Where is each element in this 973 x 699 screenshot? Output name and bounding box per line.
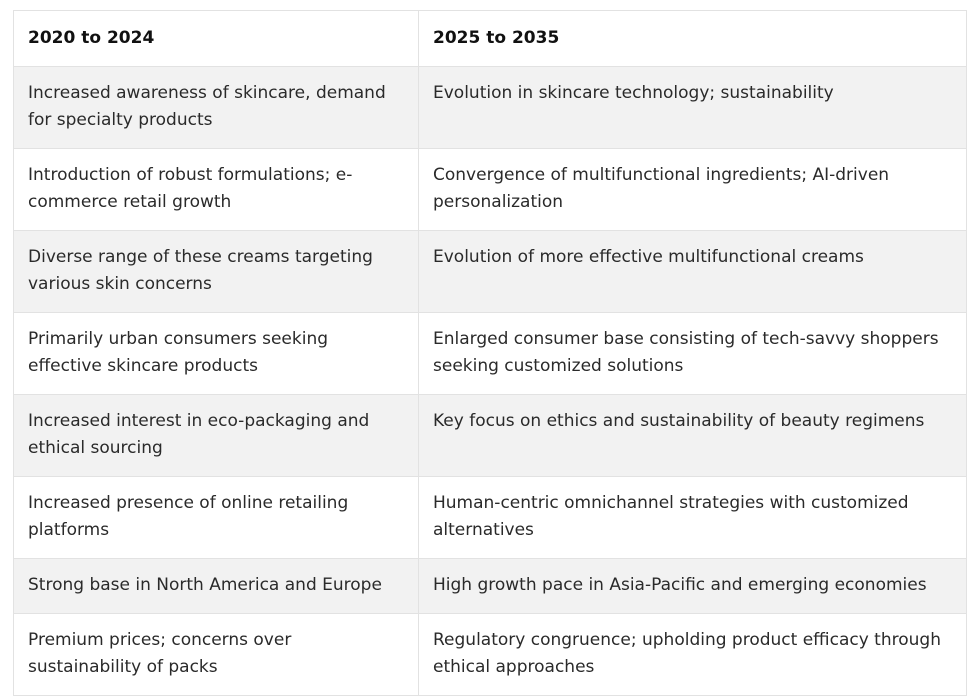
table-row (14, 395, 967, 477)
table-header (14, 11, 967, 67)
cell-2020-2024: Introduction of robust formulations; e-commerce retail growth (14, 149, 419, 231)
cell-2020-2024: Diverse range of these creams targeting various skin concerns (14, 231, 419, 313)
cell-2025-2035: Human-centric omnichannel strategies with customized alternatives (419, 477, 967, 559)
cell-2025-2035: High growth pace in Asia-Pacific and emerging economies (419, 559, 967, 614)
cell-2025-2035: Evolution of more effective multifunctional creams (419, 231, 967, 313)
table-row (14, 477, 967, 559)
table-row (14, 149, 967, 231)
cell-2025-2035: Convergence of multifunctional ingredients; AI-driven personalization (419, 149, 967, 231)
header-row (14, 11, 967, 67)
cell-2020-2024: Increased awareness of skincare, demand for specialty products (14, 67, 419, 149)
cell-2020-2024: Increased presence of online retailing platforms (14, 477, 419, 559)
table-row (14, 614, 967, 696)
table-body (14, 67, 967, 696)
cell-2020-2024: Premium prices; concerns over sustainability of packs (14, 614, 419, 696)
cell-2025-2035: Evolution in skincare technology; sustainability (419, 67, 967, 149)
cell-2025-2035: Key focus on ethics and sustainability of beauty regimens (419, 395, 967, 477)
header-period-2025-2035: 2025 to 2035 (419, 11, 967, 67)
comparison-table-container (13, 10, 966, 696)
cell-2025-2035: Enlarged consumer base consisting of tech-savvy shoppers seeking customized solutions (419, 313, 967, 395)
cell-2020-2024: Primarily urban consumers seeking effective skincare products (14, 313, 419, 395)
cell-2020-2024: Increased interest in eco-packaging and ethical sourcing (14, 395, 419, 477)
comparison-table (13, 10, 967, 696)
cell-2025-2035: Regulatory congruence; upholding product efficacy through ethical approaches (419, 614, 967, 696)
table-row (14, 559, 967, 614)
header-period-2020-2024: 2020 to 2024 (14, 11, 419, 67)
table-row (14, 231, 967, 313)
table-row (14, 313, 967, 395)
table-row (14, 67, 967, 149)
cell-2020-2024: Strong base in North America and Europe (14, 559, 419, 614)
